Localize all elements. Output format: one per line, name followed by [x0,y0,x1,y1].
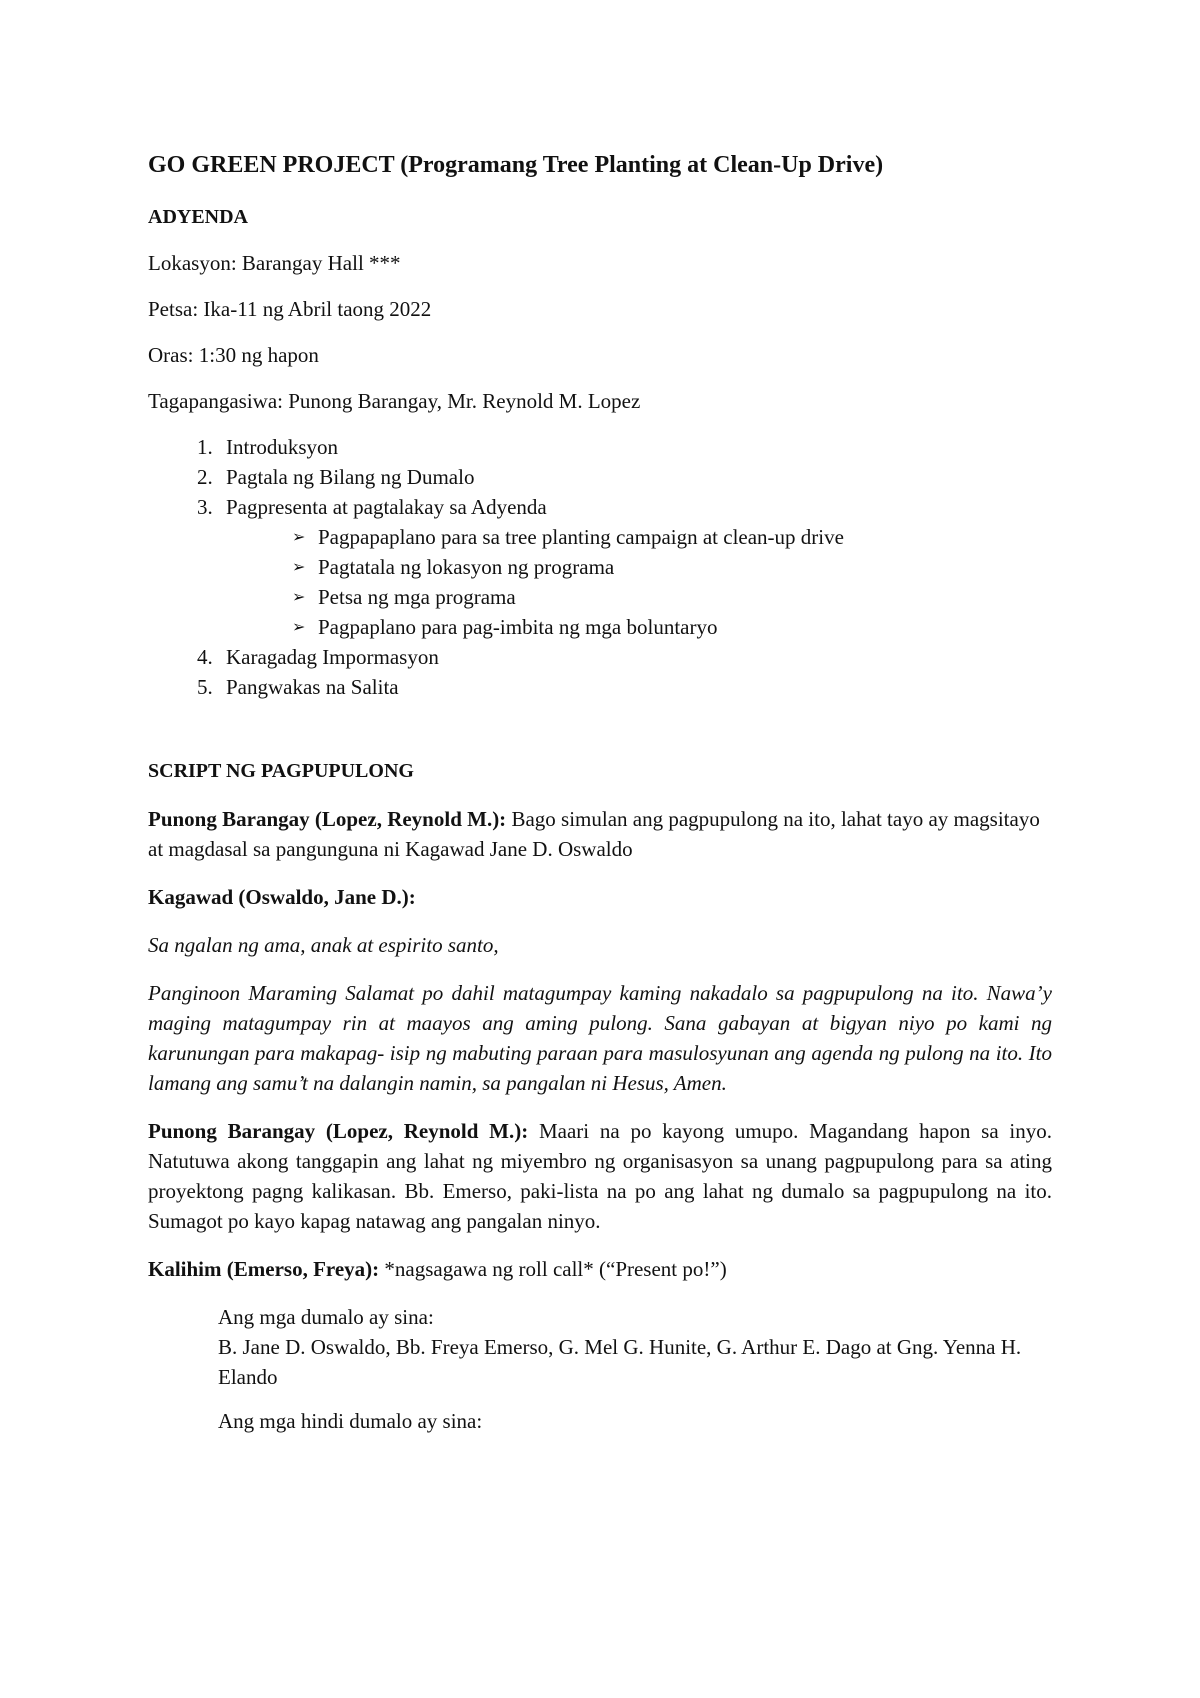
script-paragraph [148,804,1052,864]
agenda-subitem: ➢ Petsa ng mga programa [292,582,1052,612]
attendees-list: B. Jane D. Oswaldo, Bb. Freya Emerso, G. Mel G. Hunite, G. Arthur E. Dago at Gng. Yenna H. Elando [218,1335,1022,1389]
speaker-label: Kalihim (Emerso, Freya): [148,1257,380,1281]
agenda-subitem: ➢ Pagpapaplano para sa tree planting campaign at clean-up drive [292,522,1052,552]
agenda-label: ADYENDA [148,206,248,228]
script-paragraph [148,882,1052,912]
prayer-line: Sa ngalan ng ama, anak at espirito santo, [148,933,499,957]
arrow-bullet-icon: ➢ [292,527,306,546]
date-line: Petsa: Ika-11 ng Abril taong 2022 [148,297,432,321]
speaker-label: Punong Barangay (Lopez, Reynold M.): [148,807,507,831]
chair-line: Tagapangasiwa: Punong Barangay, Mr. Reynold M. Lopez [148,389,641,413]
arrow-bullet-icon: ➢ [292,587,306,606]
script-paragraph [148,1116,1052,1236]
arrow-bullet-icon: ➢ [292,617,306,636]
attendance-block [218,1302,1052,1436]
agenda-item: 2. Pagtala ng Bilang ng Dumalo [218,462,1052,492]
agenda-item: 1. Introduksyon [218,432,1052,462]
document-title: GO GREEN PROJECT (Programang Tree Planting at Clean-Up Drive) [148,152,884,178]
speech-text: Maari na po kayong umupo. Magandang hapon sa inyo. Natutuwa akong tanggapin ang lahat ng miyembro ng organisasyon sa unang pagpupulong para sa ating proyektong pagng kalikasan. Bb. Emerso, paki-lista na po ang lahat ng dumalo sa pagpupulong na ito. Sumagot po kayo kapag natawag ang pangalan ninyo. [148,1119,1052,1233]
location-line: Lokasyon: Barangay Hall *** [148,251,401,275]
speaker-label: Punong Barangay (Lopez, Reynold M.): [148,1119,529,1143]
absentees-label: Ang mga hindi dumalo ay sina: [218,1409,483,1433]
agenda-item: 3. Pagpresenta at pagtalakay sa Adyenda ➢ Pagpapaplano para sa tree planting campaign at clean-up drive ➢ Pagtatala ng lokasyon ng programa ➢ Petsa ng mga programa ➢ Pagpaplano para pag-imbita ng mga boluntaryo [218,492,1052,642]
script-heading: SCRIPT NG PAGPUPULONG [148,760,414,782]
agenda-list [148,432,1052,702]
agenda-sublist [226,522,1052,642]
prayer-paragraph: Panginoon Maraming Salamat po dahil matagumpay kaming nakadalo sa pagpupulong na ito. Nawa’y maging matagumpay rin at maayos ang aming pulong. Sana gabayan at bigyan niyo po kami ng karunungan para makapag- isip ng mabuting paraan para masulosyunan ang agenda ng pulong na ito. Ito lamang ang samu’t na dalangin namin, sa pangalan ni Hesus, Amen. [148,981,1052,1095]
attendees-label: Ang mga dumalo ay sina: [218,1305,434,1329]
time-line: Oras: 1:30 ng hapon [148,343,319,367]
agenda-subitem: ➢ Pagtatala ng lokasyon ng programa [292,552,1052,582]
speaker-label: Kagawad (Oswaldo, Jane D.): [148,885,416,909]
speech-text: Bago simulan ang pagpupulong na ito, lahat tayo ay magsitayo at magdasal sa pangunguna ni Kagawad Jane D. Oswaldo [148,807,1040,861]
agenda-item: 4. Karagadag Impormasyon [218,642,1052,672]
agenda-subitem: ➢ Pagpaplano para pag-imbita ng mga boluntaryo [292,612,1052,642]
arrow-bullet-icon: ➢ [292,557,306,576]
speech-text: *nagsagawa ng roll call* (“Present po!”) [379,1257,727,1281]
script-paragraph [148,1254,1052,1284]
agenda-item: 5. Pangwakas na Salita [218,672,1052,702]
